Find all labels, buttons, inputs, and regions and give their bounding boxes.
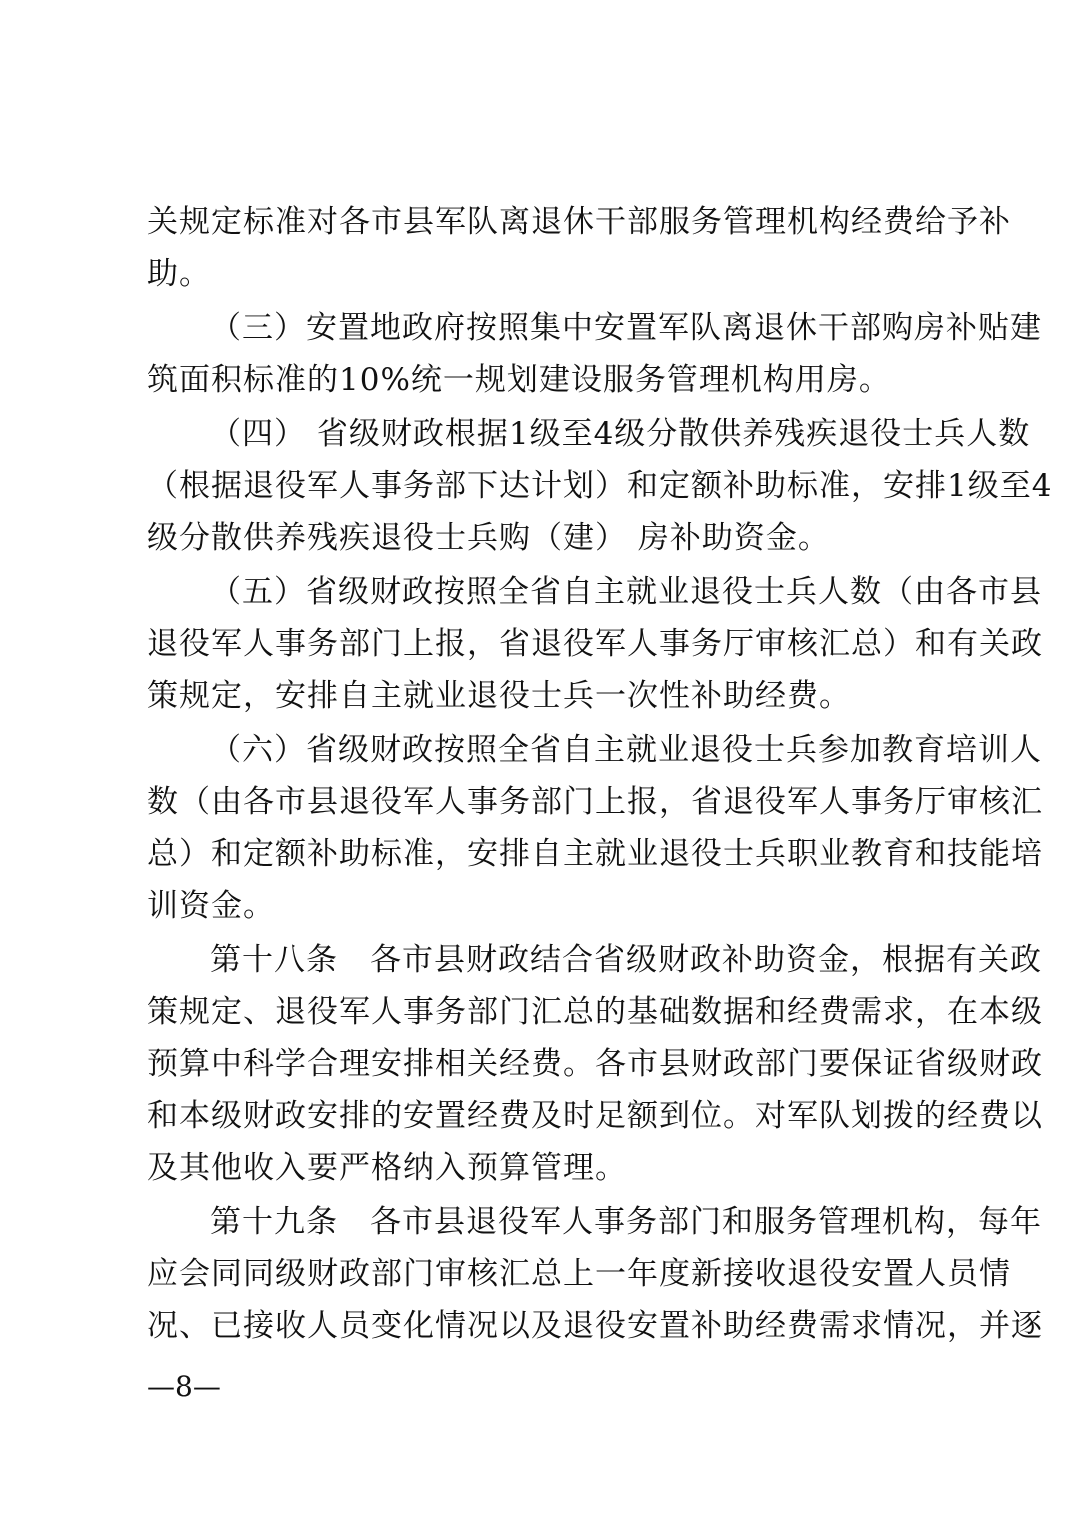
body-line-21: 应会同同级财政部门审核汇总上一年度新接收退役安置人员情 bbox=[147, 1256, 1011, 1292]
body-line-20: 第十九条 各市县退役军人事务部门和服务管理机构，每年 bbox=[210, 1204, 1042, 1240]
body-line-12: 数（由各市县退役军人事务部门上报，省退役军人事务厅审核汇 bbox=[147, 784, 1043, 820]
body-line-5: （四） 省级财政根据1级至4级分散供养残疾退役士兵人数 bbox=[210, 416, 1031, 452]
body-line-14: 训资金。 bbox=[147, 888, 275, 924]
body-line-16: 策规定、退役军人事务部门汇总的基础数据和经费需求，在本级 bbox=[147, 994, 1043, 1030]
body-line-18: 和本级财政安排的安置经费及时足额到位。对军队划拨的经费以 bbox=[147, 1098, 1043, 1134]
body-line-6: （根据退役军人事务部下达计划）和定额补助标准，安排1级至4 bbox=[147, 468, 1053, 504]
body-line-3: （三）安置地政府按照集中安置军队离退休干部购房补贴建 bbox=[210, 310, 1042, 346]
body-line-11: （六）省级财政按照全省自主就业退役士兵参加教育培训人 bbox=[210, 732, 1042, 768]
body-line-7: 级分散供养残疾退役士兵购（建） 房补助资金。 bbox=[147, 520, 830, 556]
body-line-22: 况、已接收人员变化情况以及退役安置补助经费需求情况，并逐 bbox=[147, 1308, 1043, 1344]
body-line-13: 总）和定额补助标准，安排自主就业退役士兵职业教育和技能培 bbox=[147, 836, 1043, 872]
body-line-19: 及其他收入要严格纳入预算管理。 bbox=[147, 1150, 627, 1186]
body-line-15: 第十八条 各市县财政结合省级财政补助资金，根据有关政 bbox=[210, 942, 1042, 978]
page-number: —8— bbox=[147, 1370, 221, 1403]
body-line-9: 退役军人事务部门上报，省退役军人事务厅审核汇总）和有关政 bbox=[147, 626, 1043, 662]
body-line-8: （五）省级财政按照全省自主就业退役士兵人数（由各市县 bbox=[210, 574, 1042, 610]
body-line-1: 关规定标准对各市县军队离退休干部服务管理机构经费给予补 bbox=[147, 204, 1011, 240]
body-line-2: 助。 bbox=[147, 256, 211, 292]
body-line-4: 筑面积标准的10%统一规划建设服务管理机构用房。 bbox=[147, 362, 891, 398]
body-line-17: 预算中科学合理安排相关经费。各市县财政部门要保证省级财政 bbox=[147, 1046, 1043, 1082]
body-line-10: 策规定，安排自主就业退役士兵一次性补助经费。 bbox=[147, 678, 851, 714]
